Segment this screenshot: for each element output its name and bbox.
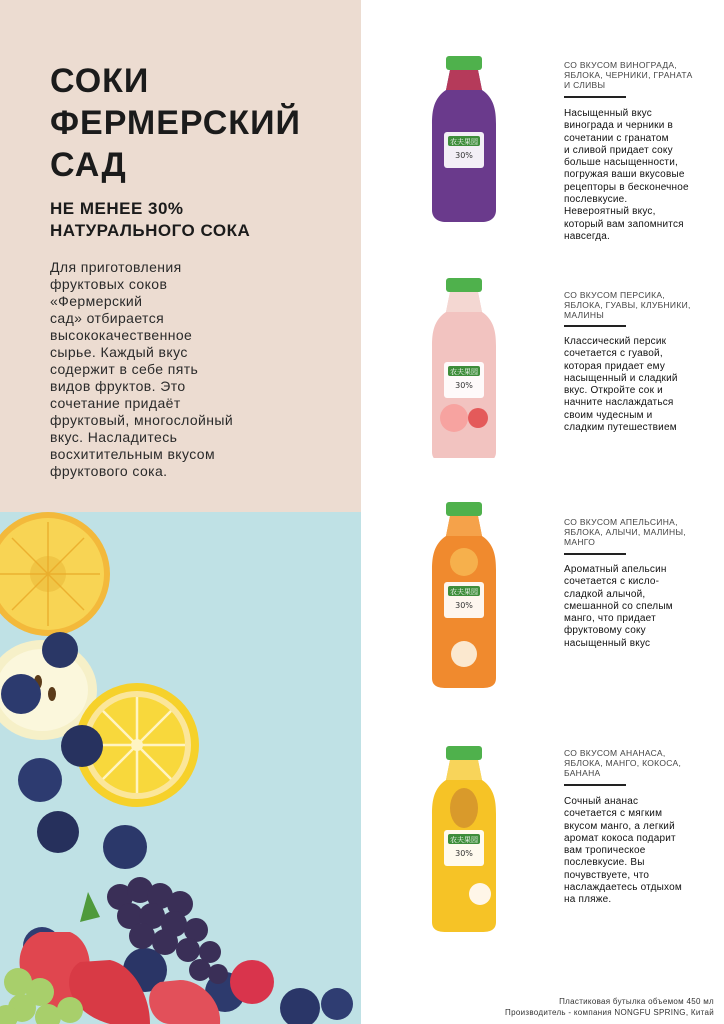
divider-line: [564, 553, 626, 555]
desc-line: почувствуете, что: [564, 869, 650, 881]
intro-line: содержит в себе пять: [50, 361, 199, 377]
desc-line: винограда и черники в: [564, 120, 673, 132]
percent-text: 30%: [455, 381, 473, 390]
flavor-line: ЯБЛОКА, МАНГО, КОКОСА,: [564, 758, 682, 768]
product-flavor: [564, 290, 699, 320]
product-flavor: [564, 517, 699, 547]
percent-text: 30%: [455, 849, 473, 858]
intro-line: фруктовый, многослойный: [50, 412, 234, 428]
apple-graphic: [451, 641, 477, 667]
intro-line: сад» отбирается: [50, 310, 165, 326]
desc-line: больше насыщенности,: [564, 157, 678, 169]
intro-line: фруктовых соков: [50, 276, 168, 292]
product-card: [420, 50, 724, 250]
intro-line: фруктового сока.: [50, 463, 168, 479]
bottle-cap: [446, 502, 482, 516]
flavor-line: БАНАНА: [564, 768, 601, 778]
fruit-illustration-panel: [0, 512, 361, 1024]
peach-graphic: [440, 404, 468, 432]
title-line: ФЕРМЕРСКИЙ: [50, 104, 301, 142]
desc-line: сладкой алычой,: [564, 588, 646, 600]
flavor-line: СО ВКУСОМ ПЕРСИКА,: [564, 290, 666, 300]
desc-line: и сливой придает соку: [564, 144, 673, 156]
desc-line: своим чудесным и: [564, 409, 653, 421]
bottle-cap: [446, 278, 482, 292]
desc-line: насыщенный вкус: [564, 637, 651, 649]
bottle-neck: [446, 516, 482, 536]
intro-line: видов фруктов. Это: [50, 378, 186, 394]
bottle-neck: [446, 70, 482, 90]
intro-panel: [0, 0, 361, 512]
bottle-image: [420, 278, 520, 458]
product-card: [420, 746, 724, 946]
bottle-image: [420, 50, 520, 230]
desc-line: сочетается с кисло-: [564, 576, 660, 588]
desc-line: вкусом манго, а легкий: [564, 820, 675, 832]
desc-line: сочетании с гранатом: [564, 132, 669, 144]
flavor-line: СО ВКУСОМ ВИНОГРАДА,: [564, 60, 678, 70]
desc-line: начните наслаждаться: [564, 397, 674, 409]
desc-line: смешанной со спелым: [564, 600, 673, 612]
juice-bottle: [420, 746, 520, 926]
fruit-illustration: [0, 512, 361, 1024]
desc-line: погружая ваши вкусовые: [564, 169, 685, 181]
flavor-line: ЯБЛОКА, ГУАВЫ, КЛУБНИКИ,: [564, 300, 691, 310]
desc-line: аромат кокоса подарит: [564, 832, 676, 844]
bottle-cap: [446, 746, 482, 760]
desc-line: фруктовому соку: [564, 625, 646, 637]
pineapple-slice: [0, 512, 110, 636]
desc-line: на пляже.: [564, 894, 612, 906]
desc-line: послевкусие. Вы: [564, 857, 645, 869]
intro-line: сочетание придаёт: [50, 395, 181, 411]
desc-line: навсегда.: [564, 230, 611, 242]
flavor-line: СО ВКУСОМ АПЕЛЬСИНА,: [564, 517, 678, 527]
desc-line: сочетается с гуавой,: [564, 348, 663, 360]
product-card: [420, 278, 724, 478]
product-description: [564, 336, 704, 434]
strawberry-graphic: [468, 408, 488, 428]
desc-line: Классический персик: [564, 336, 667, 347]
bottle-image: [420, 502, 520, 692]
footnote-volume: Пластиковая бутылка объемом 450 мл: [559, 997, 714, 1006]
orange-graphic: [450, 548, 478, 576]
intro-text: [50, 259, 255, 480]
intro-line: вкус. Насладитесь: [50, 429, 178, 445]
desc-line: рецепторы в бесконечное: [564, 181, 689, 193]
desc-line: Сочный ананас: [564, 796, 639, 807]
desc-line: которая придает ему: [564, 360, 666, 372]
desc-line: который вам запомнится: [564, 218, 684, 230]
divider-line: [564, 96, 626, 98]
product-flavor: [564, 60, 699, 90]
desc-line: сочетается с мягким: [564, 808, 663, 820]
juice-bottle: [420, 50, 520, 230]
brand-text: 农夫果园: [450, 368, 478, 376]
juice-bottle: [420, 278, 520, 458]
intro-line: восхитительным вкусом: [50, 446, 215, 462]
intro-line: «Фермерский: [50, 293, 143, 309]
divider-line: [564, 784, 626, 786]
flavor-line: МАЛИНЫ: [564, 310, 605, 320]
desc-line: вам тропическое: [564, 845, 646, 857]
intro-line: сырье. Каждый вкус: [50, 344, 188, 360]
bottle-cap: [446, 56, 482, 70]
desc-line: наслаждаетесь отдыхом: [564, 882, 682, 894]
flavor-line: ЯБЛОКА, ЧЕРНИКИ, ГРАНАТА: [564, 70, 693, 80]
intro-line: высококачественное: [50, 327, 193, 343]
percent-text: 30%: [455, 601, 473, 610]
desc-line: Ароматный апельсин: [564, 564, 667, 575]
desc-line: манго, что придает: [564, 613, 656, 625]
juice-bottle: [420, 502, 520, 682]
pineapple-graphic: [450, 788, 478, 828]
percent-text: 30%: [455, 151, 473, 160]
page-title: [50, 60, 350, 186]
bottle-neck: [446, 760, 482, 780]
brand-text: 农夫果园: [450, 836, 478, 844]
flavor-line: И СЛИВЫ: [564, 80, 606, 90]
divider-line: [564, 325, 626, 327]
intro-line: Для приготовления: [50, 259, 182, 275]
product-description: [564, 564, 704, 650]
flavor-line: СО ВКУСОМ АНАНАСА,: [564, 748, 666, 758]
footnote-manufacturer: Производитель - компания NONGFU SPRING, Китай: [505, 1008, 714, 1017]
subtitle-line: НЕ МЕНЕЕ 30%: [50, 199, 184, 218]
flavor-line: ЯБЛОКА, АЛЫЧИ, МАЛИНЫ,: [564, 527, 686, 537]
title-line: САД: [50, 146, 127, 184]
desc-line: Невероятный вкус,: [564, 206, 656, 218]
brand-text: 农夫果园: [450, 588, 478, 596]
footnote: [414, 996, 714, 1018]
coconut-graphic: [469, 883, 491, 905]
bottle-image: [420, 746, 520, 936]
bottle-neck: [446, 292, 482, 312]
product-card: [420, 502, 724, 702]
product-flavor: [564, 748, 699, 778]
flavor-line: МАНГО: [564, 537, 596, 547]
subtitle-line: НАТУРАЛЬНОГО СОКА: [50, 221, 251, 240]
title-line: СОКИ: [50, 62, 150, 100]
desc-line: насыщенный и сладкий: [564, 372, 678, 384]
desc-line: вкус. Откройте сок и: [564, 385, 663, 397]
desc-line: Насыщенный вкус: [564, 108, 652, 119]
page-subtitle: [50, 198, 350, 242]
desc-line: сладким путешествием: [564, 422, 677, 434]
desc-line: послевкусие.: [564, 194, 628, 206]
product-description: [564, 108, 704, 243]
product-description: [564, 796, 704, 907]
brand-text: 农夫果园: [450, 138, 478, 146]
